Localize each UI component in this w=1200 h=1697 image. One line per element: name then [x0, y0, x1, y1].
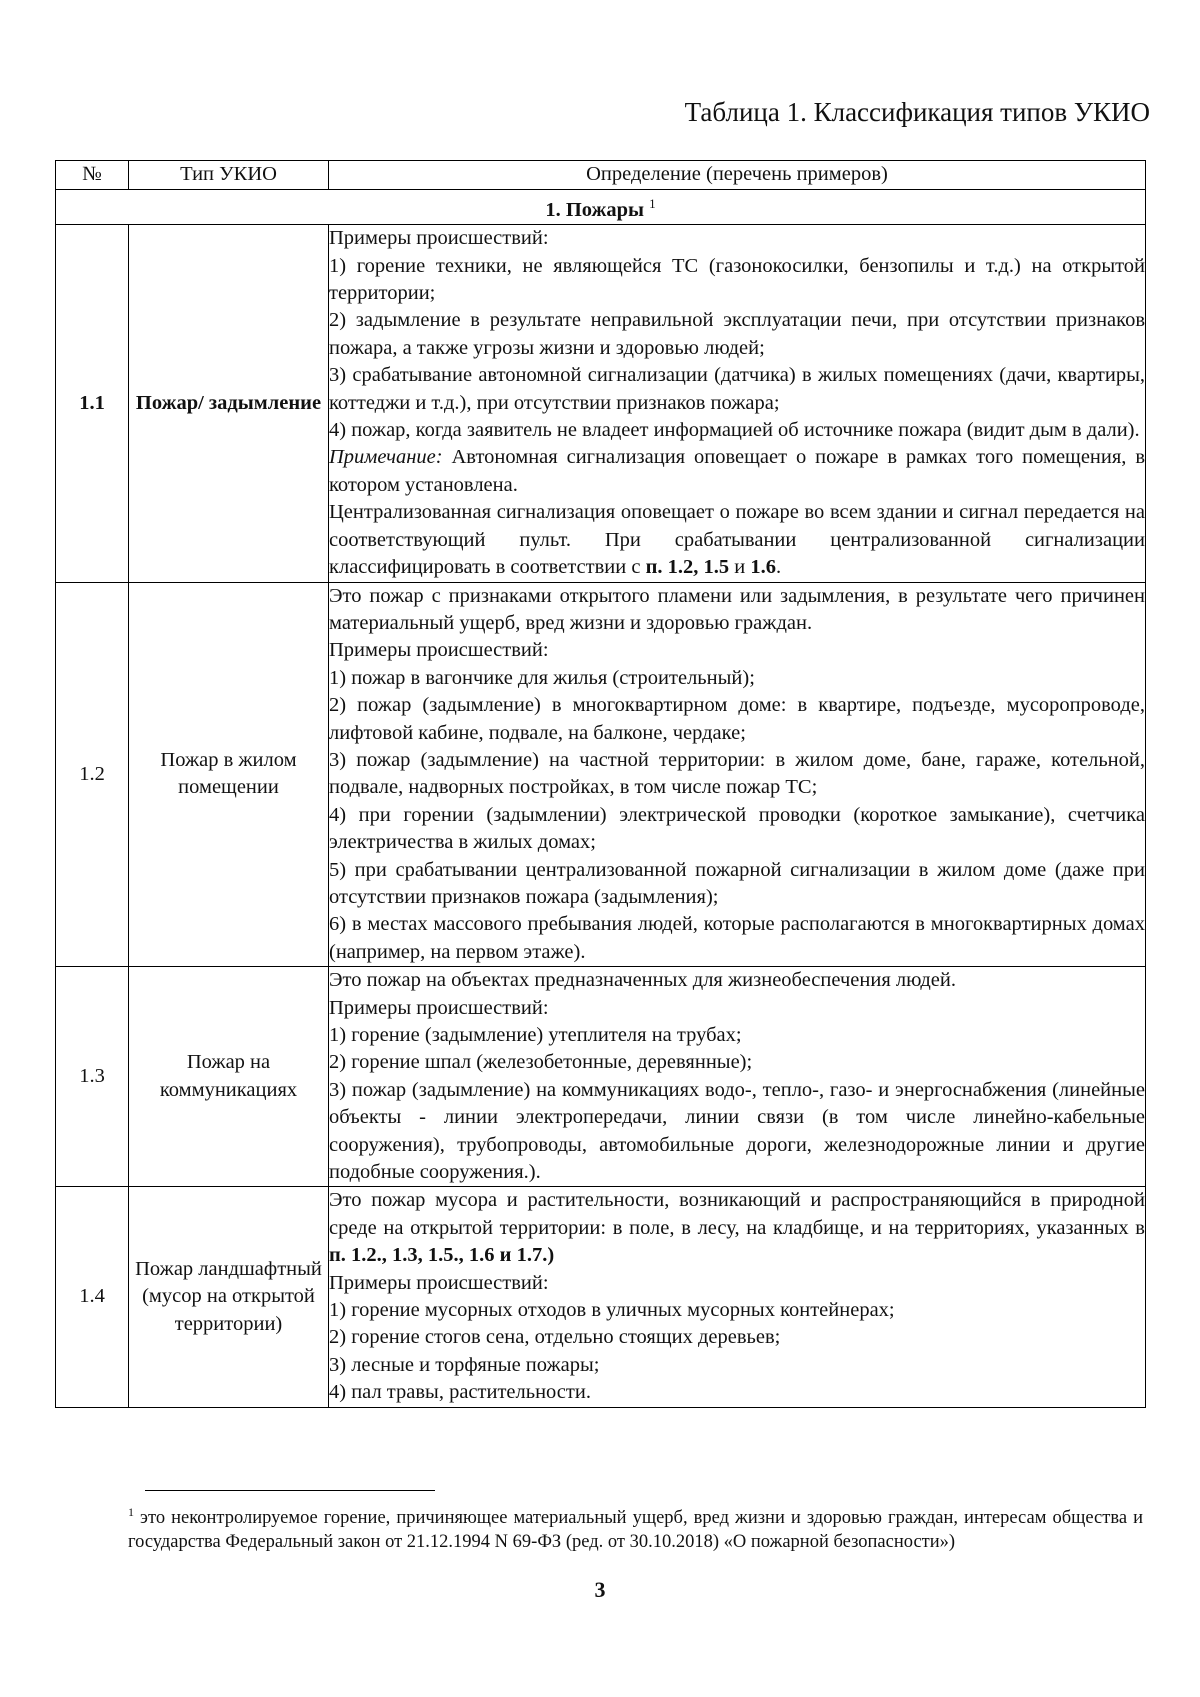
- row-definition: [329, 967, 1146, 1187]
- footnote-divider: [145, 1490, 435, 1491]
- definition-line: 4) пал травы, растительности.: [329, 1381, 591, 1404]
- definition-line: 2) горение шпал (железобетонные, деревянные);: [329, 1051, 753, 1074]
- header-num: №: [56, 161, 129, 190]
- note-label: Примечание:: [329, 446, 443, 469]
- clause-refs: 1.6: [750, 556, 776, 579]
- definition-line: 2) горение стогов сена, отдельно стоящих деревьев;: [329, 1326, 781, 1349]
- section-title-cell: [56, 190, 1146, 225]
- row-definition: [329, 582, 1146, 967]
- table-row: [56, 582, 1146, 967]
- row-number: 1.2: [56, 582, 129, 967]
- table-caption: Таблица 1. Классификация типов УКИО: [684, 97, 1150, 127]
- definition-line: Это пожар на объектах предназначенных для жизнеобеспечения людей.: [329, 969, 957, 992]
- definition-line: 3) пожар (задымление) на коммуникациях водо-, тепло-, газо- и энергоснабжения (линейные объекты - линии электропередачи, линии связи (в том числе линейно-кабельные сооружения), трубопроводы, автомобильные дороги, железнодорожные линии и другие подобные сооружения.).: [329, 1078, 1145, 1184]
- definition-line: Примеры происшествий:: [329, 639, 549, 662]
- table-row: [56, 1187, 1146, 1407]
- row-type: Пожар в жилом помещении: [129, 582, 329, 967]
- footnote-text: это неконтролируемое горение, причиняющее материальный ущерб, вред жизни и здоровью граждан, интересам общества и государства Федеральный закон от 21.12.1994 N 69-ФЗ (ред. от 30.10.2018) «О пожарной безопасности»): [128, 1508, 1143, 1553]
- definition-line: Примеры происшествий:: [329, 996, 549, 1019]
- definition-line: 1) горение (задымление) утеплителя на трубах;: [329, 1024, 742, 1047]
- row-type: Пожар/ задымление: [129, 225, 329, 582]
- definition-line: Примеры происшествий:: [329, 1271, 549, 1294]
- row-number: 1.3: [56, 967, 129, 1187]
- definition-line: 1) горение мусорных отходов в уличных мусорных контейнерах;: [329, 1299, 895, 1322]
- definition-line: 5) при срабатывании централизованной пожарной сигнализации в жилом доме (даже при отсутствии признаков пожара (задымления);: [329, 858, 1145, 908]
- definition-line: 3) лесные и торфяные пожары;: [329, 1353, 600, 1376]
- definition-line: 2) пожар (задымление) в многоквартирном доме: в квартире, подъезде, мусоропроводе, лифтовой кабине, подвале, на балконе, чердаке;: [329, 694, 1145, 744]
- row-type: Пожар ландшафтный (мусор на открытой территории): [129, 1187, 329, 1407]
- table-header-row: [56, 161, 1146, 190]
- definition-line: 1) горение техники, не являющейся ТС (газонокосилки, бензопилы и т.д.) на открытой территории;: [329, 254, 1145, 305]
- header-definition: Определение (перечень примеров): [329, 161, 1146, 190]
- table-row: [56, 225, 1146, 582]
- refs-conjunction: и: [734, 556, 746, 579]
- definition-line: 3) срабатывание автономной сигнализации (датчика) в жилых помещениях (дачи, квартиры, коттеджи и т.д.), при отсутствии признаков пожара;: [329, 364, 1145, 414]
- row-number: 1.1: [56, 225, 129, 582]
- definition-line: 1) пожар в вагончике для жилья (строительный);: [329, 666, 755, 689]
- table-row: [56, 967, 1146, 1187]
- section-title: 1. Пожары: [545, 198, 645, 221]
- header-type: Тип УКИО: [129, 161, 329, 190]
- footnote: [128, 1500, 1143, 1554]
- footnote-mark: 1: [128, 1505, 134, 1519]
- note-text: Автономная сигнализация оповещает о пожаре в рамках того помещения, в котором установлена.: [329, 446, 1145, 496]
- row-definition: [329, 225, 1146, 582]
- row-number: 1.4: [56, 1187, 129, 1407]
- note-line: [329, 444, 1145, 499]
- definition-line: Это пожар с признаками открытого пламени или задымления, в результате чего причинен материальный ущерб, вред жизни и здоровью граждан.: [329, 584, 1145, 634]
- clause-refs: п. 1.2., 1.3, 1.5., 1.6 и 1.7.): [329, 1244, 555, 1267]
- definition-line: 6) в местах массового пребывания людей, которые располагаются в многоквартирных домах (например, на первом этаже).: [329, 913, 1145, 963]
- row-type: Пожар на коммуникациях: [129, 967, 329, 1187]
- ukio-classification-table: [55, 160, 1146, 1408]
- definition-line: 2) задымление в результате неправильной эксплуатации печи, при отсутствии признаков пожара, а также угрозы жизни и здоровью людей;: [329, 309, 1145, 359]
- definition-text: Централизованная сигнализация оповещает о пожаре во всем здании и сигнал передается на соответствующий пульт. При срабатывании централизованной сигнализации классифицировать в соответствии с: [329, 501, 1145, 579]
- definition-line: 3) пожар (задымление) на частной территории: в жилом доме, бане, гараже, котельной, подвале, надворных постройках, в том числе пожар ТС;: [329, 748, 1145, 799]
- definition-text: Это пожар мусора и растительности, возникающий и распространяющийся в природной среде на открытой территории: в поле, в лесу, на кладбище, и на территориях, указанных в: [329, 1189, 1145, 1239]
- definition-line: 4) пожар, когда заявитель не владеет информацией об источнике пожара (видит дым в дали).: [329, 419, 1140, 442]
- row-definition: [329, 1187, 1146, 1407]
- definition-line: [329, 1187, 1145, 1269]
- section-row: [56, 190, 1146, 225]
- clause-refs: п. 1.2, 1.5: [645, 556, 730, 579]
- section-footnote-mark: 1: [649, 196, 656, 211]
- definition-line: Централизованная сигнализация оповещает о пожаре во всем здании и сигнал передается на соответствующий пульт. При срабатывании централизованной сигнализации классифицировать в соответствии с п. 1.2, 1.5 и 1.6.: [329, 501, 1145, 579]
- definition-line: 4) при горении (задымлении) электрической проводки (короткое замыкание), счетчика электричества в жилых домах;: [329, 803, 1145, 854]
- definition-line: Примеры происшествий:: [329, 227, 549, 250]
- page-number: 3: [594, 1577, 606, 1602]
